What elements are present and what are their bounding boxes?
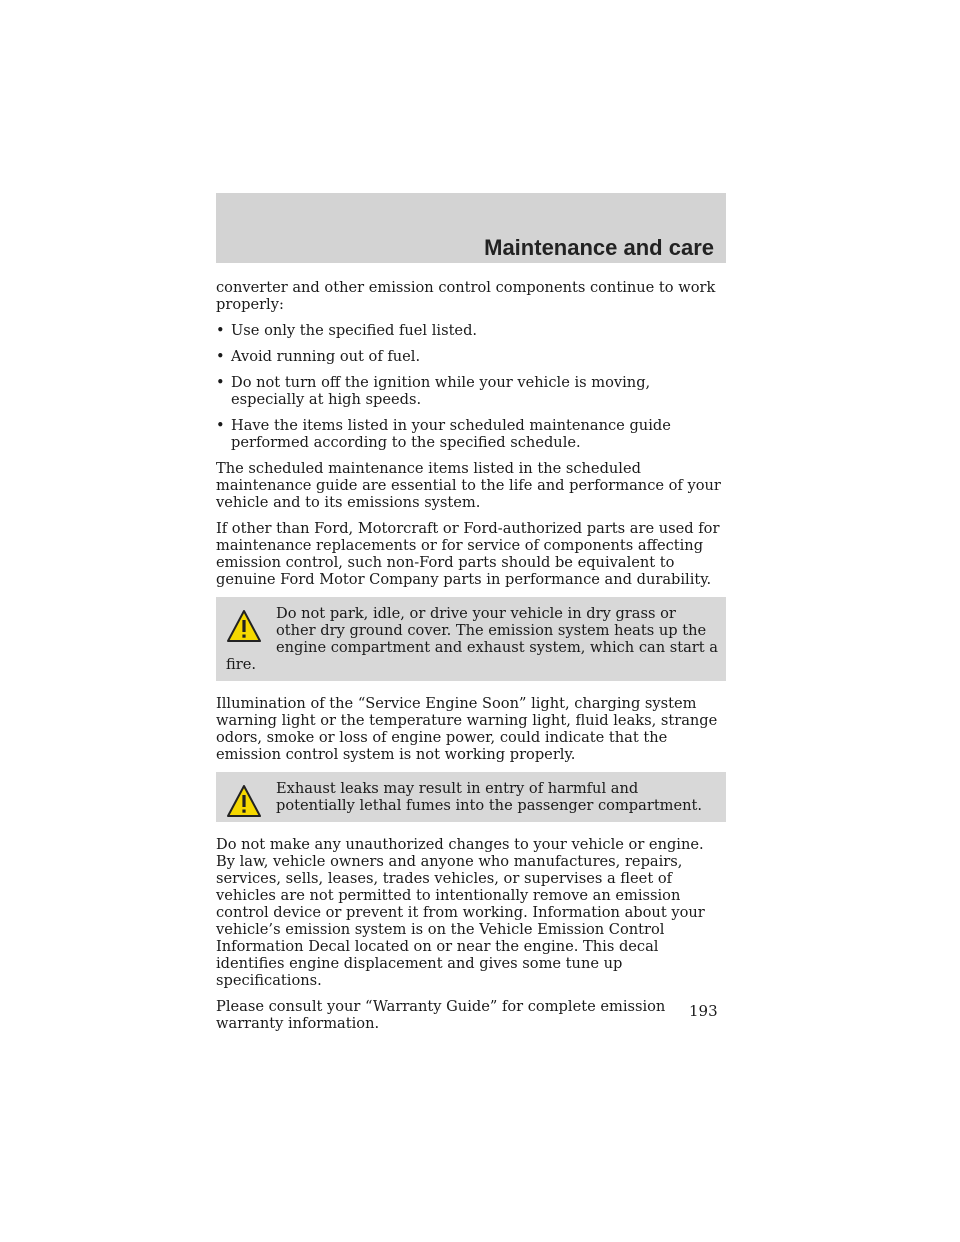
warning-text: Do not park, idle, or drive your vehicle in dry grass or other dry ground cover. The emission system heats up the engine compartment and exhaust system, which can start a fire. xyxy=(226,605,718,673)
warning-triangle-icon xyxy=(226,784,262,820)
illumination-paragraph: Illumination of the “Service Engine Soon” light, charging system warning light or the temperature warning light, fluid leaks, strange odors, smoke or loss of engine power, could indicate that the emission control system is not working properly. xyxy=(216,695,718,763)
list-item: • Have the items listed in your scheduled maintenance guide performed according to the specified schedule. xyxy=(216,417,671,451)
list-item: • Do not turn off the ignition while your vehicle is moving, especially at high speeds. xyxy=(216,374,651,408)
bullet-icon: • xyxy=(216,348,225,365)
section-title: Maintenance and care xyxy=(484,235,714,260)
exhaust-warning-box xyxy=(216,772,726,822)
section-header-band xyxy=(216,193,726,263)
list-item: • Use only the specified fuel listed. xyxy=(216,322,478,339)
warranty-paragraph: Please consult your “Warranty Guide” for complete emission warranty information. xyxy=(216,998,666,1032)
warning-triangle-icon xyxy=(226,609,262,645)
unauthorized-changes-paragraph: Do not make any unauthorized changes to your vehicle or engine. By law, vehicle owners and anyone who manufactures, repairs, services, sells, leases, trades vehicles, or supervises a fleet of vehicles are not permitted to intentionally remove an emission control device or prevent it from working. Information about your vehicle’s emission system is on the Vehicle Emission Control Information Decal located on or near the engine. This decal identifies engine displacement and gives some tune up specifications. xyxy=(216,836,705,989)
intro-paragraph: converter and other emission control components continue to work properly: xyxy=(216,279,716,313)
parts-paragraph: If other than Ford, Motorcraft or Ford-authorized parts are used for maintenance replacements or for service of components affecting emission control, such non-Ford parts should be equivalent to genuine Ford Motor Company parts in performance and durability. xyxy=(216,520,720,588)
page-content xyxy=(216,279,726,1041)
list-item: • Avoid running out of fuel. xyxy=(216,348,421,365)
warning-text: Exhaust leaks may result in entry of harmful and potentially lethal fumes into the passenger compartment. xyxy=(276,780,703,814)
bullet-icon: • xyxy=(216,322,225,339)
page-number: 193 xyxy=(689,1002,718,1020)
fire-warning-box xyxy=(216,597,726,681)
scheduled-maintenance-paragraph: The scheduled maintenance items listed in the scheduled maintenance guide are essential to the life and performance of your vehicle and to its emissions system. xyxy=(216,460,721,511)
bullet-icon: • xyxy=(216,374,225,391)
bullet-icon: • xyxy=(216,417,225,434)
bullet-list xyxy=(216,322,726,451)
